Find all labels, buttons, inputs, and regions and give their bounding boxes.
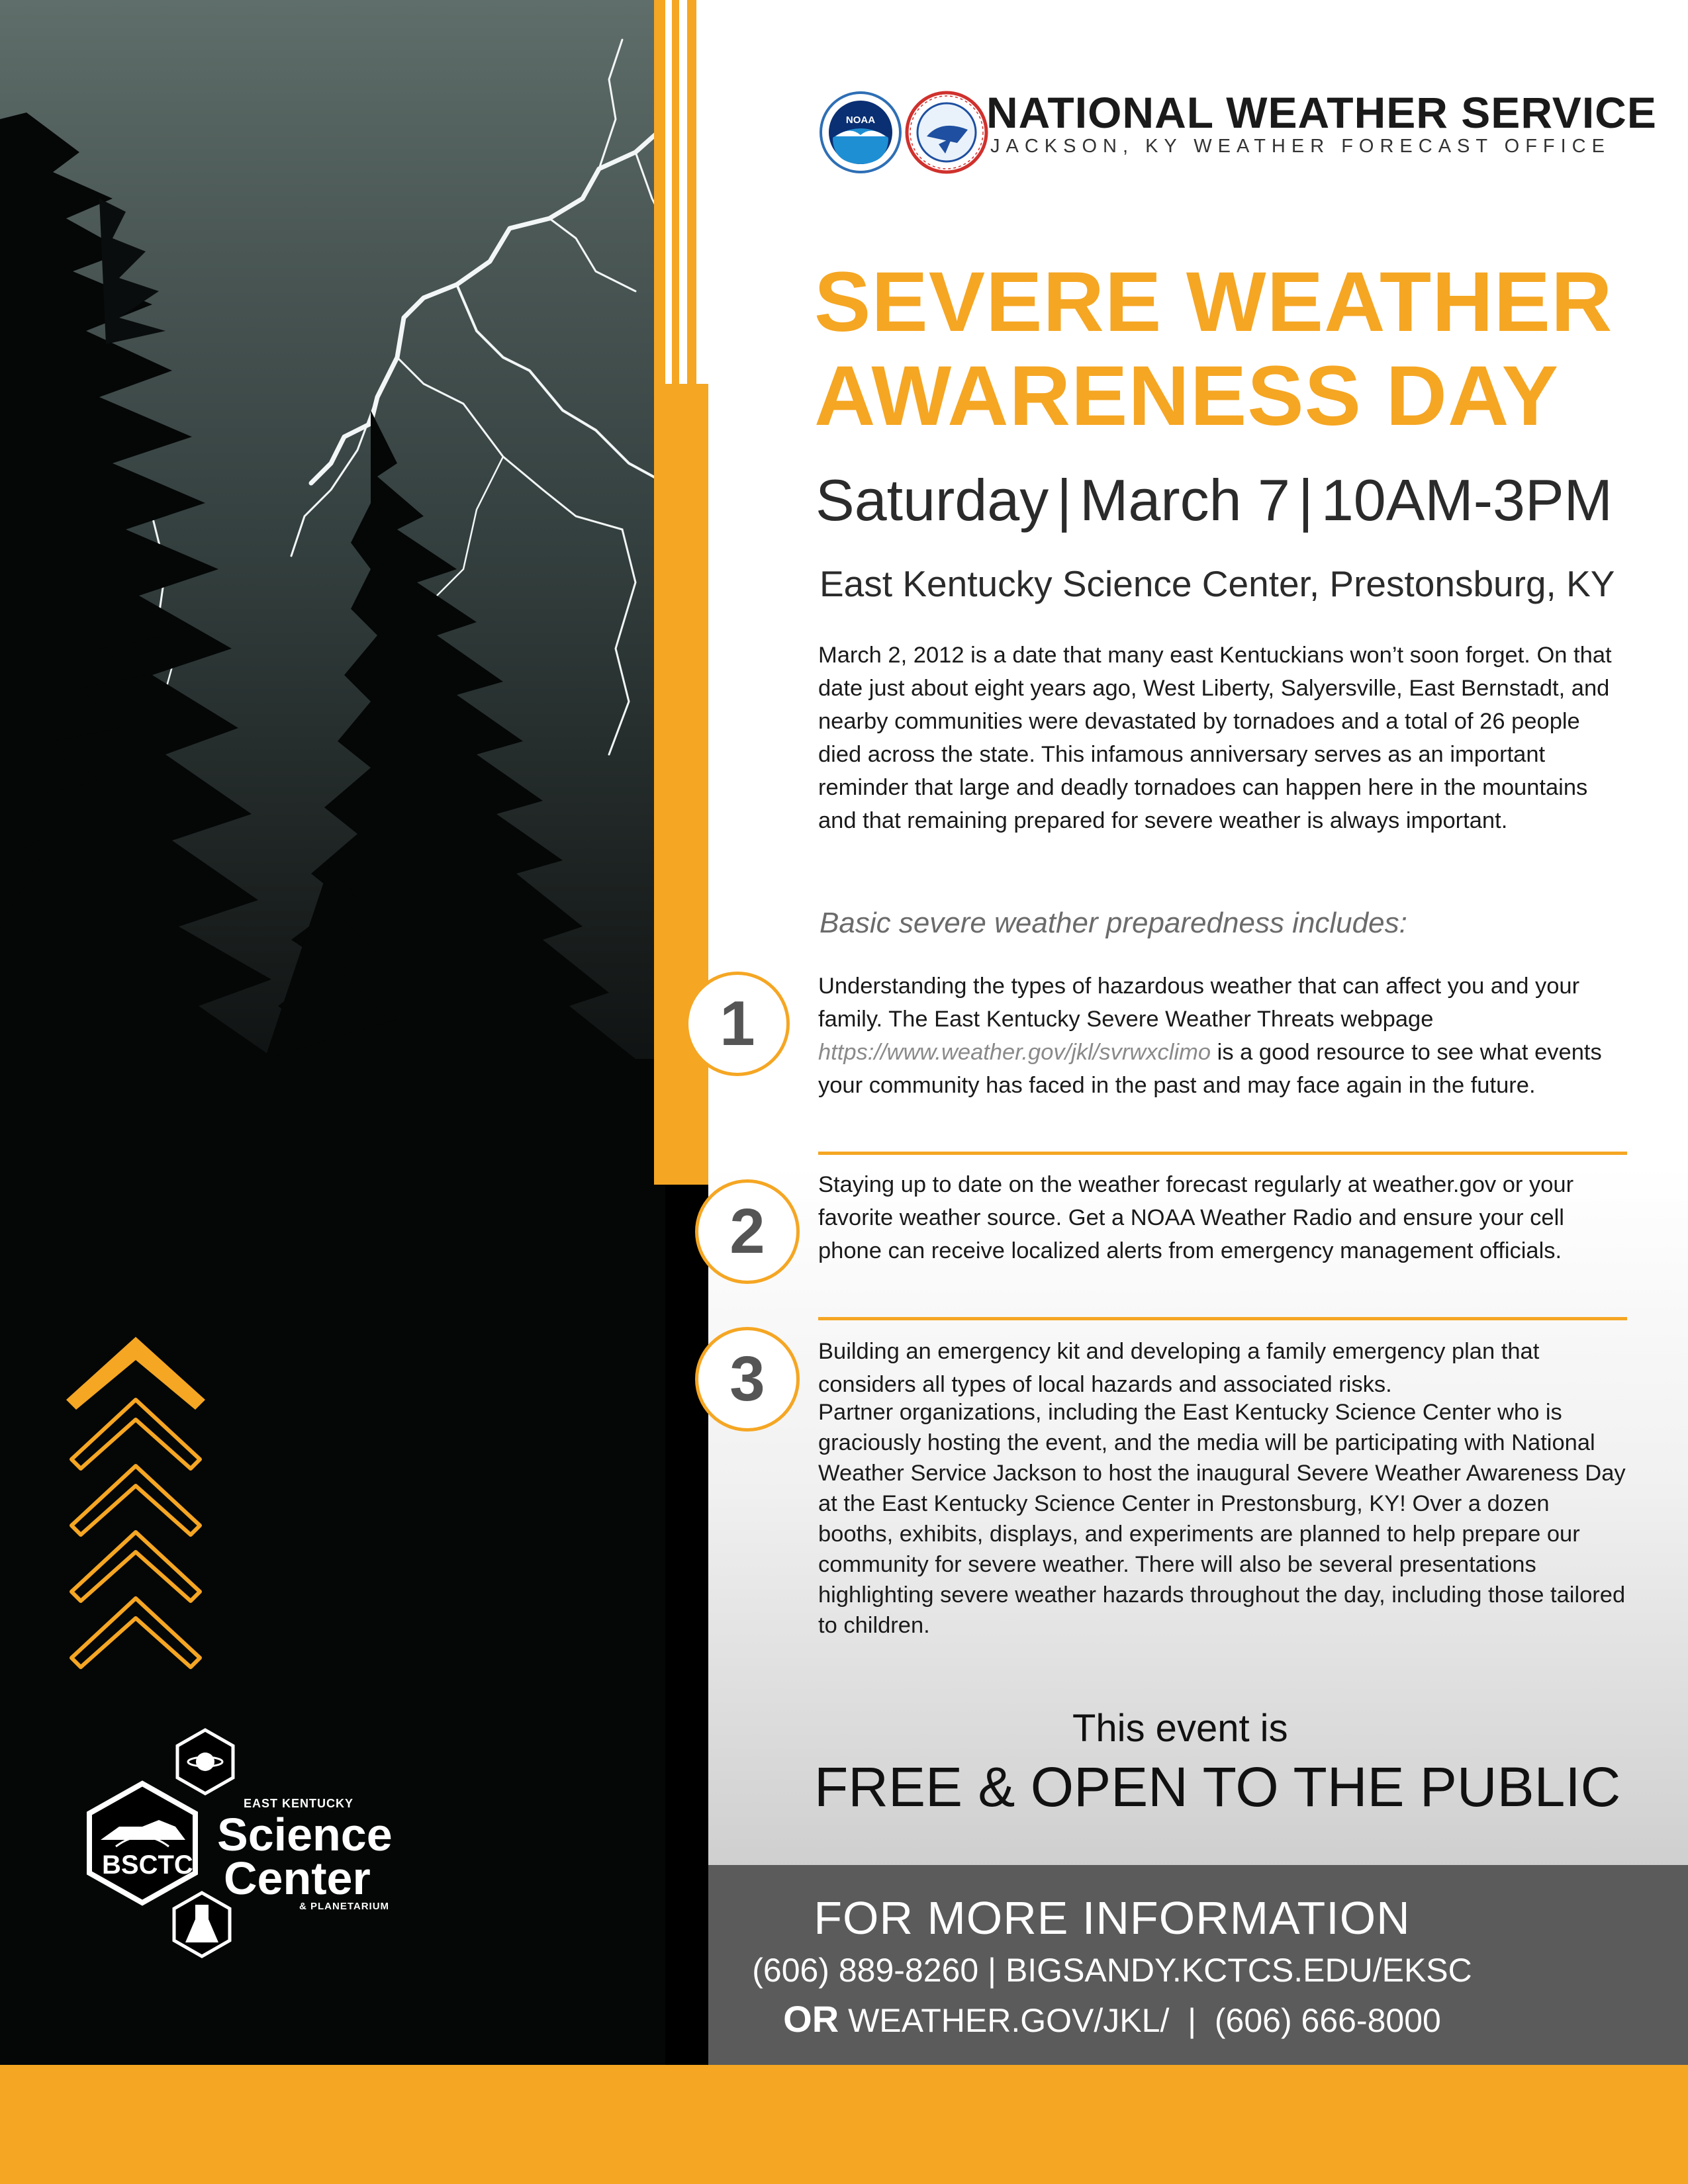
event-day: Saturday bbox=[816, 467, 1049, 533]
contact-line-1: (606) 889-8260 | BIGSANDY.KCTCS.EDU/EKSC bbox=[752, 1952, 1472, 1989]
website-link-2[interactable]: WEATHER.GOV/JKL/ bbox=[848, 2002, 1170, 2039]
partner-paragraph: Partner organizations, including the East Kentucky Science Center who is graciously hosting the event, and the media will be participating with National Weather Service Jackson to host the inaugural Severe Weather Awareness Day at the East Kentucky Science Center in Prestonsburg, KY! Over a dozen booths, exhibits, displays, and experiments are planned to help prepare our community for severe weather. There will also be several presentations highlighting severe weather hazards throughout the day, including those tailored to children. bbox=[818, 1400, 1626, 1638]
chevron-up-icon bbox=[71, 1400, 200, 1469]
bottom-orange-band bbox=[0, 2065, 1688, 2184]
logo-line1: EAST KENTUCKY bbox=[244, 1797, 354, 1810]
event-date: March 7 bbox=[1080, 467, 1290, 533]
nws-logo bbox=[907, 93, 986, 172]
step-1-text-after: is a good resource to see what events your community has faced in the past and may face again in the future. bbox=[818, 1040, 1602, 1098]
step-divider bbox=[818, 1317, 1627, 1320]
step-number-badge: 1 bbox=[685, 972, 790, 1076]
or-label: OR bbox=[783, 1998, 839, 2040]
website-link-1[interactable]: BIGSANDY.KCTCS.EDU/EKSC bbox=[1005, 1952, 1472, 1989]
step-1-text-before: Understanding the types of hazardous weather that can affect you and your family. The East Kentucky Severe Weather Threats webpage bbox=[818, 974, 1580, 1032]
event-title-line2: AWARENESS DAY bbox=[814, 349, 1559, 443]
noaa-logo bbox=[821, 93, 900, 172]
step-3-main: Building an emergency kit and developing a family emergency plan that considers all types of local hazards and associated risks. bbox=[818, 1339, 1540, 1397]
science-center-logo bbox=[60, 1727, 404, 2005]
phone-number-2[interactable]: (606) 666-8000 bbox=[1214, 2002, 1441, 2039]
event-date-line bbox=[816, 467, 1613, 534]
step-number-badge: 3 bbox=[695, 1327, 800, 1432]
step-number-badge: 2 bbox=[695, 1179, 800, 1284]
chevron-up-icon bbox=[71, 1466, 200, 1535]
planet-icon bbox=[196, 1752, 214, 1771]
step-3-text bbox=[818, 1335, 1626, 1641]
contact-box bbox=[708, 1865, 1688, 2065]
chevron-up-icons bbox=[60, 1327, 212, 1684]
bsctc-badge: BSCTC bbox=[102, 1850, 193, 1880]
white-stripe-2 bbox=[679, 0, 687, 384]
contact-line-2: OR WEATHER.GOV/JKL/ | (606) 666-8000 bbox=[783, 1998, 1441, 2040]
org-subtitle: JACKSON, KY WEATHER FORECAST OFFICE bbox=[990, 136, 1611, 157]
step-divider bbox=[818, 1152, 1627, 1155]
event-time: 10AM-3PM bbox=[1321, 467, 1613, 533]
free-event-line2: FREE & OPEN TO THE PUBLIC bbox=[814, 1756, 1621, 1818]
chevron-up-icon bbox=[71, 1598, 200, 1667]
logo-line2: Science bbox=[217, 1809, 393, 1860]
preparedness-heading: Basic severe weather preparedness includes: bbox=[820, 907, 1407, 939]
orange-stripe-2 bbox=[687, 0, 696, 384]
free-event-line1: This event is bbox=[1072, 1707, 1288, 1750]
intro-paragraph: March 2, 2012 is a date that many east Kentuckians won’t soon forget. On that date just about eight years ago, West Liberty, Salyersville, East Bernstadt, and nearby communities were devastated by tornadoes and a total of 26 people died across the state. This infamous anniversary serves as an important reminder that large and deadly tornadoes can happen here in the mountains and that remaining prepared for severe weather is always important. bbox=[818, 643, 1612, 833]
event-title-line1: SEVERE WEATHER bbox=[814, 255, 1613, 349]
step-2-text: Staying up to date on the weather forecast regularly at weather.gov or your favorite weather source. Get a NOAA Weather Radio and ensure your cell phone can receive localized alerts from emergency management officials. bbox=[818, 1172, 1574, 1263]
phone-number-1[interactable]: (606) 889-8260 bbox=[752, 1952, 979, 1989]
logo-line4: & PLANETARIUM bbox=[299, 1901, 390, 1912]
svrwx-link[interactable]: https://www.weather.gov/jkl/svrwxclimo bbox=[818, 1040, 1211, 1065]
black-column bbox=[665, 1185, 708, 2065]
contact-title: FOR MORE INFORMATION bbox=[814, 1892, 1411, 1944]
org-name: NATIONAL WEATHER SERVICE bbox=[986, 88, 1657, 137]
white-stripe-1 bbox=[665, 0, 672, 384]
separator: | bbox=[1297, 467, 1313, 533]
chevron-up-icon bbox=[71, 1532, 200, 1601]
agency-logos bbox=[816, 79, 1001, 185]
step-1-text bbox=[818, 970, 1626, 1102]
white-stripe-3 bbox=[696, 0, 708, 384]
logo-line3: Center bbox=[224, 1852, 371, 1904]
separator: | bbox=[1056, 467, 1072, 533]
event-venue: East Kentucky Science Center, Prestonsburg, KY bbox=[820, 563, 1615, 604]
svg-text:NOAA: NOAA bbox=[845, 114, 876, 126]
